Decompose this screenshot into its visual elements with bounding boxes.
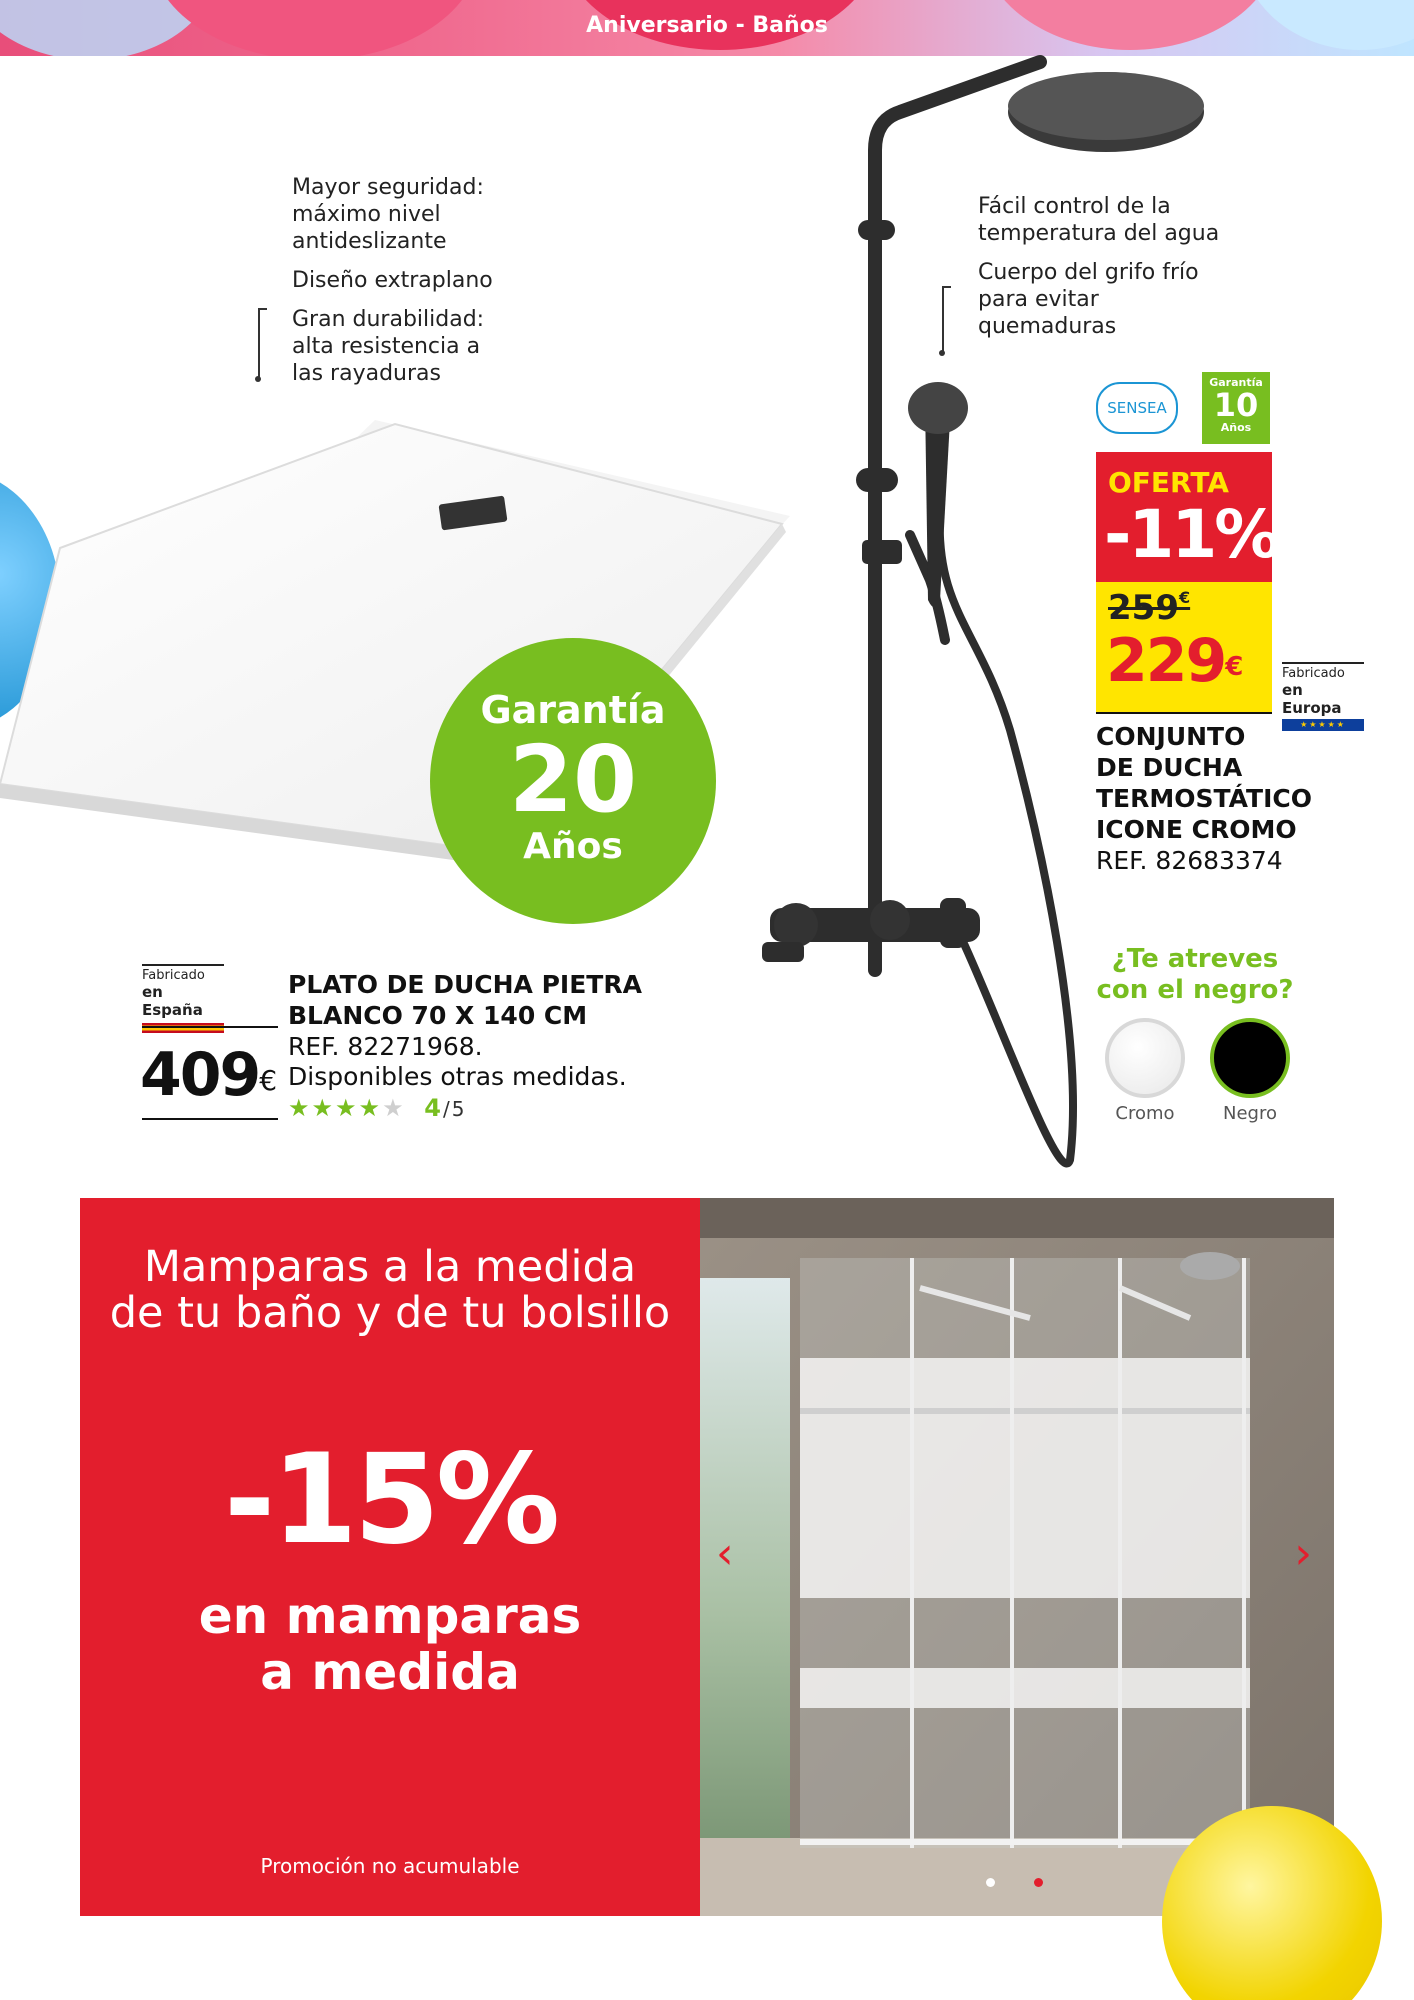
new-price-currency: € <box>1225 652 1242 682</box>
tray-product-title: PLATO DE DUCHA PIETRA BLANCO 70 X 140 CM <box>288 970 642 1030</box>
divider <box>142 964 224 966</box>
tray-product-note: Disponibles otras medidas. <box>288 1062 627 1091</box>
old-price-currency: € <box>1178 588 1191 607</box>
made-in-country: en España <box>142 983 203 1019</box>
warranty-badge <box>430 638 716 924</box>
feature-item: Cuerpo del grifo frío para evitar quemaduras <box>978 260 1199 339</box>
tray-product-ref: REF. 82271968. <box>288 1032 483 1061</box>
color-question: ¿Te atreves con el negro? <box>1096 944 1294 1005</box>
divider <box>142 1026 278 1028</box>
warranty-10-badge <box>1202 372 1270 444</box>
warranty-label: Garantía <box>1209 376 1263 389</box>
made-in-label: Fabricado <box>1282 666 1345 681</box>
shower-product-ref: REF. 82683374 <box>1096 846 1283 875</box>
rating-scale: /5 <box>442 1097 467 1121</box>
old-price <box>1108 588 1190 628</box>
promo-headline: Mamparas a la medida de tu baño y de tu bolsillo <box>109 1242 671 1338</box>
old-price-value: 259 <box>1108 588 1179 628</box>
sensea-logo <box>1096 382 1178 434</box>
rating-value: 4 <box>424 1094 443 1122</box>
divider <box>1282 662 1364 664</box>
divider <box>142 1118 278 1120</box>
color-swatch-negro[interactable] <box>1210 1018 1290 1098</box>
offer-price-box <box>1096 582 1272 712</box>
new-price <box>1106 626 1241 696</box>
promo-banner <box>80 1198 700 1916</box>
warranty-unit: Años <box>523 826 623 867</box>
warranty-years: 20 <box>508 726 638 833</box>
shower-screen-photo <box>700 1198 1334 1916</box>
rating-stars <box>288 1094 466 1123</box>
made-in-label: Fabricado <box>142 968 205 983</box>
promo-subline: en mamparas a medida <box>198 1587 582 1701</box>
tray-price <box>140 1040 275 1110</box>
carousel-prev-icon[interactable]: ‹ <box>716 1528 734 1579</box>
promo-footnote: Promoción no acumulable <box>260 1854 520 1878</box>
new-price-value: 229 <box>1106 626 1226 696</box>
shower-feature-list <box>978 193 1238 352</box>
feature-item: Fácil control de la temperatura del agua <box>978 194 1220 246</box>
color-swatch-cromo[interactable] <box>1105 1018 1185 1098</box>
page-title: Aniversario - Baños <box>586 13 828 38</box>
color-label-cromo: Cromo <box>1115 1103 1175 1124</box>
made-in-region: en Europa <box>1282 681 1342 717</box>
callout-bracket <box>258 308 267 378</box>
eu-flag-icon: ★★★★★ <box>1282 719 1364 731</box>
spain-flag-icon <box>142 1023 224 1033</box>
price-value: 409 <box>140 1040 260 1110</box>
callout-bracket <box>942 286 951 352</box>
warranty-unit: Años <box>1220 421 1252 434</box>
offer-discount: -11% <box>1104 496 1278 573</box>
shower-screen-image <box>700 1198 1334 1916</box>
feature-item: Gran durabilidad: alta resistencia a las rayaduras <box>292 307 485 386</box>
star-empty-icon: ★ <box>382 1095 406 1122</box>
price-currency: € <box>259 1064 276 1097</box>
promo-discount: -15% <box>223 1428 557 1572</box>
color-label-negro: Negro <box>1223 1103 1277 1124</box>
feature-item: Mayor seguridad: máximo nivel antideslizante <box>292 175 484 254</box>
warranty-years: 10 <box>1213 386 1259 424</box>
offer-badge <box>1096 452 1278 582</box>
feature-item: Diseño extraplano <box>292 268 493 293</box>
warranty-label: Garantía <box>480 688 666 732</box>
brand-name: SENSEA <box>1107 399 1167 417</box>
shower-product-title: CONJUNTO DE DUCHA TERMOSTÁTICO ICONE CROMO <box>1096 722 1312 844</box>
made-in-spain-badge <box>142 964 224 1033</box>
offer-label: OFERTA <box>1108 466 1229 499</box>
divider <box>1096 712 1272 714</box>
carousel-dot-active[interactable] <box>1034 1878 1043 1887</box>
tray-feature-list <box>292 174 532 399</box>
carousel-next-icon[interactable]: › <box>1294 1528 1312 1579</box>
carousel-dot[interactable] <box>986 1878 995 1887</box>
star-icon: ★★★★ <box>288 1095 383 1122</box>
